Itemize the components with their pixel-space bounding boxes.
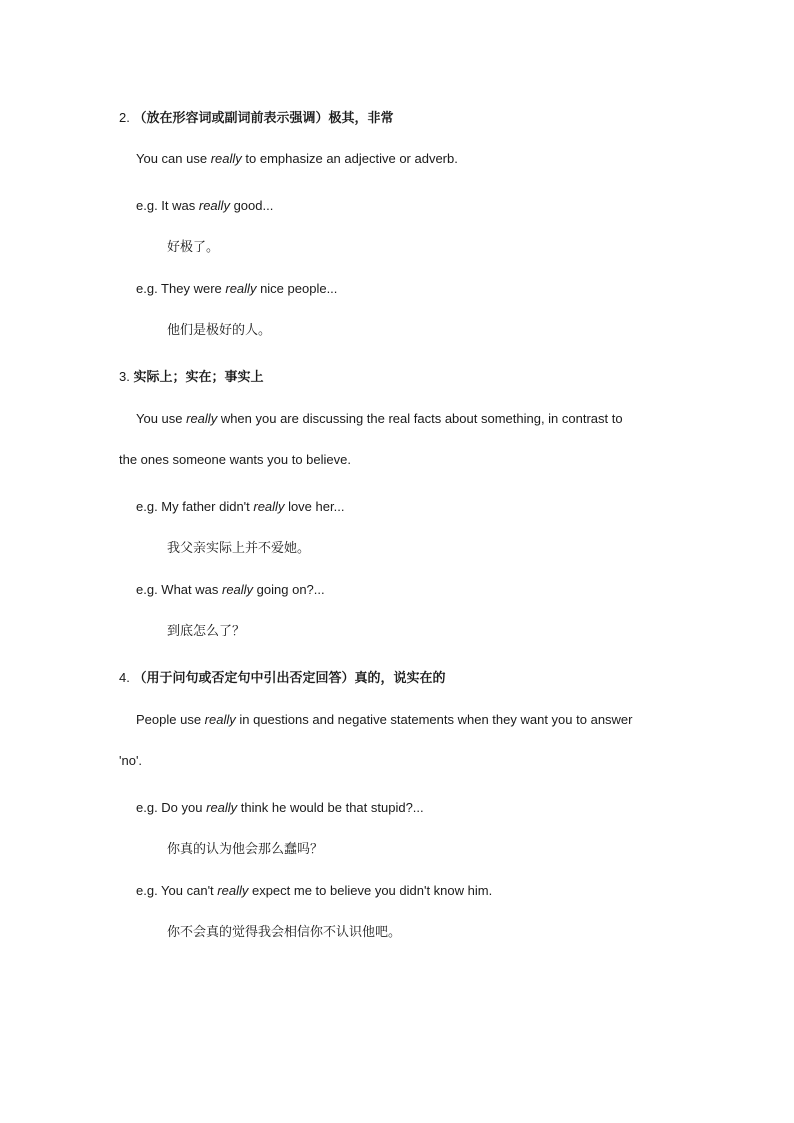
text: in questions and negative statements when they want you to answer bbox=[235, 712, 633, 727]
text: You can use bbox=[136, 151, 211, 166]
example-translation: 我父亲实际上并不爱她。 bbox=[167, 540, 311, 555]
example-sentence bbox=[136, 197, 273, 215]
text: when you are discussing the real facts about something, in contrast to bbox=[217, 411, 623, 426]
example-translation: 好极了。 bbox=[167, 239, 220, 254]
keyword: really bbox=[206, 800, 238, 815]
text: nice people... bbox=[256, 281, 338, 296]
section-number: 4. bbox=[119, 670, 130, 685]
keyword: really bbox=[198, 198, 230, 213]
section-2-heading bbox=[119, 109, 393, 127]
keyword: really bbox=[225, 281, 257, 296]
text: e.g. You can't bbox=[136, 883, 218, 898]
description-continuation: 'no'. bbox=[119, 753, 143, 768]
example-sentence bbox=[136, 581, 325, 599]
text: expect me to believe you didn't know him. bbox=[248, 883, 493, 898]
text: love her... bbox=[284, 499, 345, 514]
section-3-heading bbox=[119, 368, 263, 386]
text: think he would be that stupid?... bbox=[237, 800, 424, 815]
section-title: （放在形容词或副词前表示强调）极其，非常 bbox=[133, 110, 394, 125]
keyword: really bbox=[210, 151, 242, 166]
example-sentence bbox=[136, 882, 492, 900]
example-sentence bbox=[136, 280, 337, 298]
text: e.g. What was bbox=[136, 582, 222, 597]
text: e.g. Do you bbox=[136, 800, 207, 815]
section-3-description bbox=[136, 410, 623, 428]
example-translation: 你不会真的觉得我会相信你不认识他吧。 bbox=[167, 924, 402, 939]
section-number: 3. bbox=[119, 369, 130, 384]
text: good... bbox=[229, 198, 274, 213]
keyword: really bbox=[204, 712, 236, 727]
text: People use bbox=[136, 712, 205, 727]
keyword: really bbox=[186, 411, 218, 426]
example-translation: 你真的认为他会那么蠢吗？ bbox=[167, 841, 324, 856]
text: e.g. My father didn't bbox=[136, 499, 254, 514]
keyword: really bbox=[217, 883, 249, 898]
text: going on?... bbox=[253, 582, 325, 597]
section-2-description bbox=[136, 150, 458, 168]
text: e.g. They were bbox=[136, 281, 226, 296]
keyword: really bbox=[253, 499, 285, 514]
section-number: 2. bbox=[119, 110, 130, 125]
example-sentence bbox=[136, 799, 424, 817]
section-title: （用于问句或否定句中引出否定回答）真的，说实在的 bbox=[133, 670, 446, 685]
example-translation: 他们是极好的人。 bbox=[167, 322, 272, 337]
description-continuation: the ones someone wants you to believe. bbox=[119, 452, 351, 467]
text: e.g. It was bbox=[136, 198, 199, 213]
section-4-heading bbox=[119, 669, 445, 687]
section-title: 实际上；实在；事实上 bbox=[133, 369, 264, 384]
example-sentence bbox=[136, 498, 344, 516]
keyword: really bbox=[221, 582, 254, 597]
section-4-description bbox=[136, 711, 633, 729]
text: to emphasize an adjective or adverb. bbox=[241, 151, 458, 166]
text: You use bbox=[136, 411, 187, 426]
example-translation: 到底怎么了？ bbox=[167, 623, 246, 638]
